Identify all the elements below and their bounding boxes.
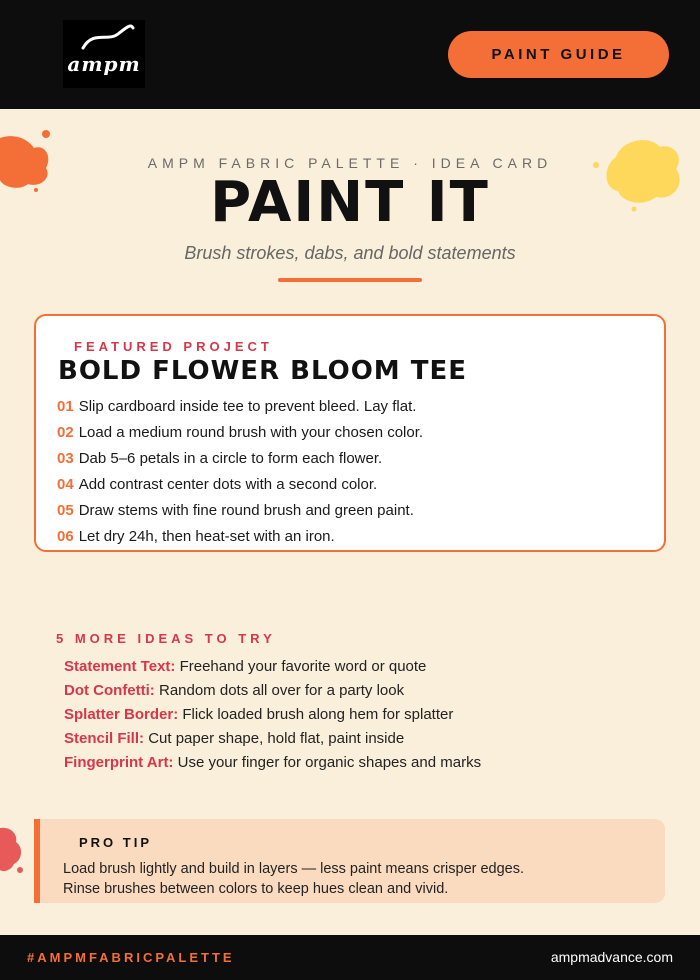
- step-text: Slip cardboard inside tee to prevent bleed. Lay flat.: [78, 398, 417, 415]
- step-text: Draw stems with fine round brush and green paint.: [78, 502, 414, 519]
- project-title: BOLD FLOWER BLOOM TEE: [58, 356, 467, 386]
- step-text: Load a medium round brush with your chosen color.: [78, 424, 424, 441]
- tip-text: [63, 859, 524, 899]
- page-subtitle: Brush strokes, dabs, and bold statements: [184, 243, 516, 263]
- step-item: [57, 498, 423, 524]
- step-number: 05: [57, 502, 74, 519]
- featured-label: FEATURED PROJECT: [74, 339, 273, 354]
- step-number: 06: [57, 528, 74, 545]
- step-text: Let dry 24h, then heat-set with an iron.: [78, 528, 335, 545]
- step-number: 01: [57, 398, 74, 415]
- step-number: 03: [57, 450, 74, 467]
- idea-name: Statement Text:: [64, 658, 176, 675]
- idea-text: Random dots all over for a party look: [158, 682, 405, 699]
- featured-project-card: [34, 314, 666, 552]
- footer-website-link[interactable]: ampmadvance.com: [550, 949, 673, 965]
- step-item: [57, 394, 423, 420]
- step-item: [57, 420, 423, 446]
- tip-line: Rinse brushes between colors to keep hues clean and vivid.: [63, 881, 449, 897]
- idea-text: Flick loaded brush along hem for splatter: [182, 706, 454, 723]
- step-item: [57, 472, 423, 498]
- ideas-heading: 5 MORE IDEAS TO TRY: [56, 631, 276, 646]
- idea-text: Cut paper shape, hold flat, paint inside: [148, 730, 405, 747]
- paint-guide-badge[interactable]: PAINT GUIDE: [448, 31, 669, 78]
- step-number: 04: [57, 476, 74, 493]
- top-bar: [0, 0, 700, 109]
- idea-text: Freehand your favorite word or quote: [179, 658, 427, 675]
- step-item: [57, 524, 423, 550]
- step-text: Add contrast center dots with a second color.: [78, 476, 378, 493]
- card-kicker: AMPM FABRIC PALETTE · IDEA CARD: [147, 155, 553, 171]
- tip-line: Load brush lightly and build in layers — less paint means crisper edges.: [63, 861, 525, 877]
- pro-tip-box: [34, 819, 665, 903]
- pink-paint-splatter-icon: [0, 826, 24, 874]
- logo-text: ampm: [67, 52, 141, 76]
- tip-accent-bar: [34, 819, 40, 903]
- footer-bar: [0, 935, 700, 980]
- idea-item: [64, 703, 481, 727]
- idea-item: [64, 679, 481, 703]
- idea-name: Dot Confetti:: [64, 682, 155, 699]
- step-list: [57, 394, 423, 550]
- step-number: 02: [57, 424, 74, 441]
- idea-name: Stencil Fill:: [64, 730, 145, 747]
- idea-item: [64, 727, 481, 751]
- footer-hashtag[interactable]: #AMPMFABRICPALETTE: [27, 950, 235, 965]
- ideas-list: [64, 655, 481, 775]
- step-item: [57, 446, 423, 472]
- idea-name: Fingerprint Art:: [64, 754, 174, 771]
- idea-item: [64, 655, 481, 679]
- idea-name: Splatter Border:: [64, 706, 179, 723]
- page-title: PAINT IT: [210, 170, 490, 235]
- tip-label: PRO TIP: [79, 835, 153, 850]
- step-text: Dab 5–6 petals in a circle to form each flower.: [78, 450, 383, 467]
- idea-text: Use your finger for organic shapes and marks: [177, 754, 482, 771]
- title-divider: [278, 278, 422, 282]
- brand-logo[interactable]: [63, 20, 145, 88]
- idea-item: [64, 751, 481, 775]
